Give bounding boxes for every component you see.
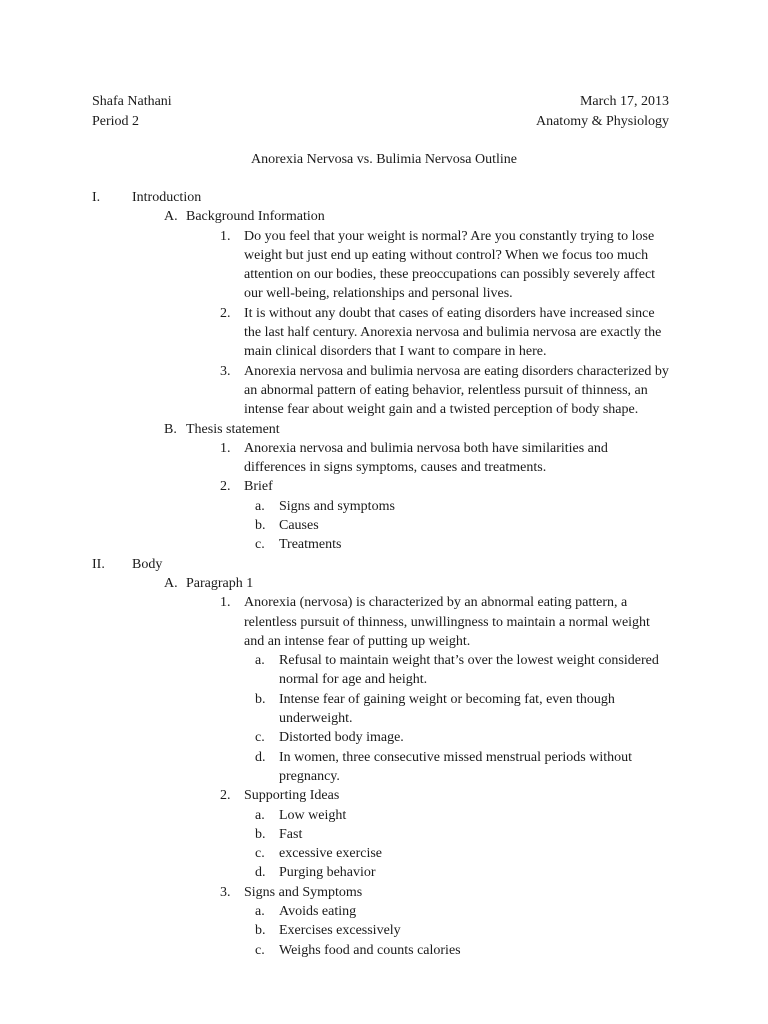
outline-marker: a.	[255, 807, 265, 823]
outline-marker: I.	[92, 190, 101, 205]
outline-text: Brief	[244, 479, 273, 495]
outline-item	[0, 806, 768, 825]
outline-text: Do you feel that your weight is normal? Are you constantly trying to lose weight but just end up eating without control? When we focus too much attention on our bodies, these preoccupations can possibly severely affect our well-being, relationships and personal lives.	[244, 228, 656, 302]
outline-text: Refusal to maintain weight that’s over the lowest weight considered normal for age and height.	[279, 653, 659, 688]
outline-item	[0, 420, 768, 439]
outline-item	[0, 535, 768, 554]
outline-marker: 3.	[220, 363, 231, 379]
outline-item	[0, 362, 768, 420]
outline-item	[0, 477, 768, 496]
outline-marker: A.	[164, 209, 178, 225]
outline-marker: b.	[255, 691, 266, 707]
outline-item	[0, 207, 768, 226]
outline-marker: c.	[255, 537, 265, 553]
outline-text: Treatments	[279, 537, 342, 553]
outline-text: Anorexia nervosa and bulimia nervosa are eating disorders characterized by an abnormal pattern of eating behavior, relentless pursuit of thinness, an intense fear about weight gain and a twisted perception of body shape.	[244, 363, 669, 418]
outline-text: Low weight	[279, 807, 347, 823]
outline-text: Introduction	[132, 190, 202, 205]
outline-text: Paragraph 1	[186, 575, 254, 591]
outline-text: Thesis statement	[186, 421, 280, 437]
outline-text: Signs and symptoms	[279, 498, 395, 514]
outline-marker: c.	[255, 730, 265, 746]
outline-item	[0, 844, 768, 863]
outline-marker: 2.	[220, 788, 231, 804]
outline-marker: b.	[255, 518, 266, 534]
outline-item	[0, 516, 768, 535]
outline-text: excessive exercise	[279, 846, 382, 862]
document-title: Anorexia Nervosa vs. Bulimia Nervosa Outline	[251, 152, 517, 167]
outline-text: Causes	[279, 518, 319, 534]
outline-item	[0, 883, 768, 902]
outline-text: Weighs food and counts calories	[279, 942, 461, 958]
outline-item	[0, 941, 768, 960]
outline-marker: b.	[255, 923, 266, 939]
outline-item	[0, 227, 768, 304]
outline-text: Body	[132, 556, 163, 572]
outline-marker: b.	[255, 826, 266, 842]
outline-item	[0, 921, 768, 940]
outline-item	[0, 786, 768, 805]
outline-item	[0, 690, 768, 729]
outline-marker: 2.	[220, 305, 231, 321]
author-name: Shafa Nathani	[92, 94, 172, 109]
outline-marker: 1.	[220, 595, 231, 611]
outline-marker: c.	[255, 942, 265, 958]
outline-text: Distorted body image.	[279, 730, 404, 746]
outline-item	[0, 651, 768, 690]
outline-item	[0, 555, 768, 574]
outline-marker: 1.	[220, 440, 231, 456]
outline-marker: A.	[164, 575, 178, 591]
outline-text: Background Information	[186, 209, 325, 225]
outline-marker: 3.	[220, 884, 231, 900]
outline-item	[0, 304, 768, 362]
outline-marker: d.	[255, 749, 266, 765]
outline-marker: c.	[255, 846, 265, 862]
outline-item	[0, 863, 768, 882]
class-period: Period 2	[92, 114, 140, 129]
outline-text: Anorexia (nervosa) is characterized by an abnormal eating pattern, a relentless pursuit of thinness, unwillingness to maintain a normal weight and an intense fear of putting up weight.	[244, 595, 650, 649]
outline-text: Purging behavior	[279, 865, 376, 881]
outline-text: Supporting Ideas	[244, 788, 340, 804]
outline-item	[0, 902, 768, 921]
document-date: March 17, 2013	[579, 94, 669, 109]
outline-marker: a.	[255, 653, 265, 669]
outline-text: Exercises excessively	[279, 923, 401, 939]
outline-text: Signs and Symptoms	[244, 884, 363, 900]
outline-marker: a.	[255, 903, 265, 919]
outline-marker: B.	[164, 421, 177, 437]
course-name: Anatomy & Physiology	[535, 114, 669, 129]
outline-item	[0, 825, 768, 844]
outline-item	[0, 728, 768, 747]
outline-marker: 2.	[220, 479, 231, 495]
outline-item	[0, 574, 768, 593]
outline-marker: II.	[92, 556, 105, 572]
outline-item	[0, 497, 768, 516]
outline-text: Anorexia nervosa and bulimia nervosa both have similarities and differences in signs symptoms, causes and treatments.	[244, 440, 608, 476]
outline-marker: d.	[255, 865, 266, 881]
outline-marker: a.	[255, 498, 265, 514]
outline	[0, 188, 768, 960]
outline-text: Fast	[279, 826, 303, 842]
outline-marker: 1.	[220, 228, 231, 244]
outline-text: Intense fear of gaining weight or becoming fat, even though underweight.	[279, 691, 615, 727]
outline-item	[0, 188, 768, 207]
outline-text: Avoids eating	[279, 903, 357, 919]
outline-item	[0, 748, 768, 787]
outline-item	[0, 593, 768, 651]
outline-text: In women, three consecutive missed menstrual periods without pregnancy.	[279, 749, 633, 784]
outline-text: It is without any doubt that cases of eating disorders have increased since the last half century. Anorexia nervosa and bulimia nervosa are exactly the main clinical disorders that I want to compare in here.	[244, 305, 662, 360]
outline-item	[0, 439, 768, 478]
